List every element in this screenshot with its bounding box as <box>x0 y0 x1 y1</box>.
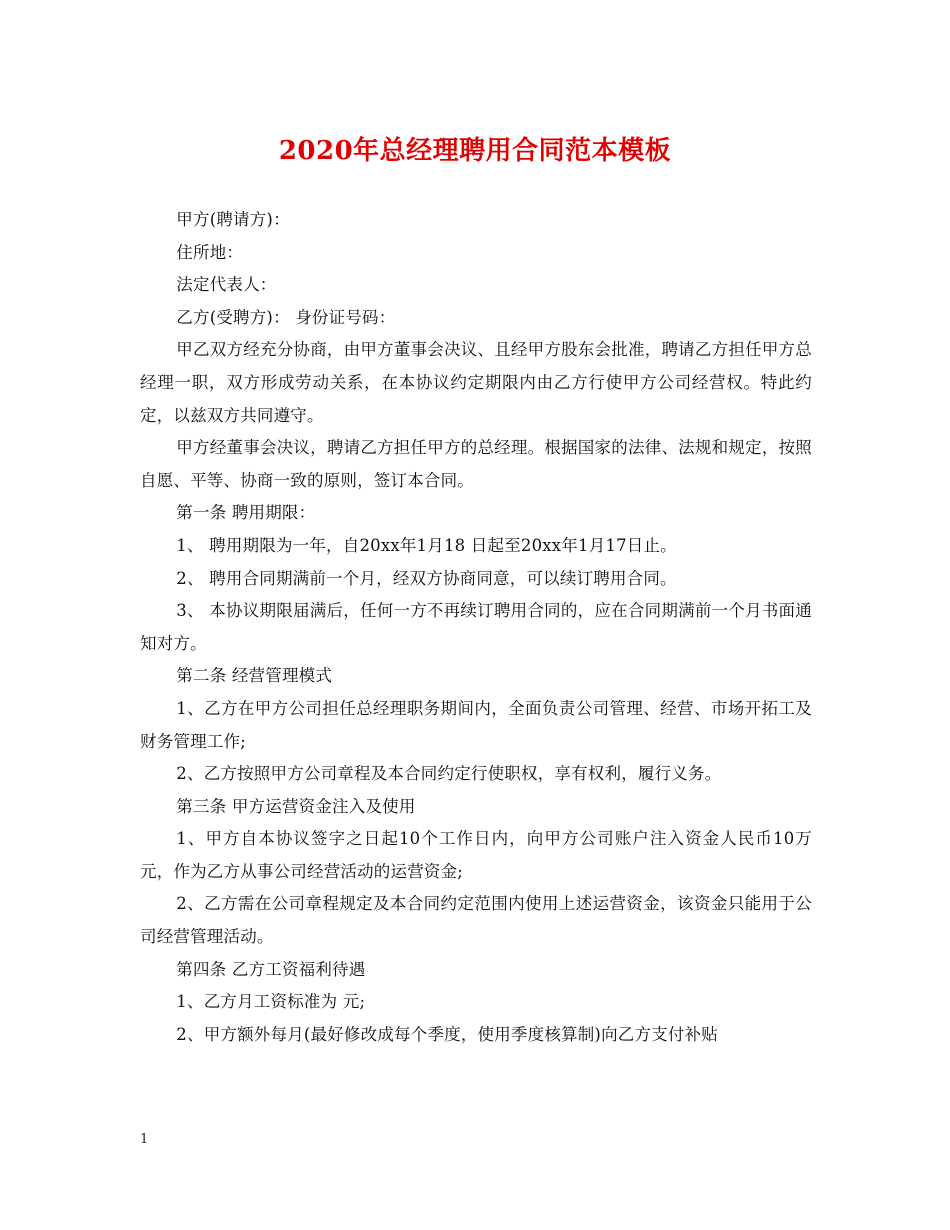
article-1-clause-2: 2、 聘用合同期满前一个月，经双方协商同意，可以续订聘用合同。 <box>176 568 677 588</box>
article-3-heading: 第三条 甲方运营资金注入及使用 <box>176 796 416 816</box>
party-b-line: 乙方(受聘方)： 身份证号码： <box>176 307 396 327</box>
legal-representative-line: 法定代表人： <box>176 275 277 295</box>
article-4-heading: 第四条 乙方工资福利待遇 <box>176 959 366 979</box>
page-number: 1 <box>140 1132 149 1147</box>
article-2-clause-2: 2、乙方按照甲方公司章程及本合同约定行使职权，享有权利，履行义务。 <box>176 764 722 784</box>
article-3-clause-2: 2、乙方需在公司章程规定及本合同约定范围内使用上述运营资金，该资金只能用于公司经营管理活动。 <box>140 894 812 947</box>
preamble-paragraph-1: 甲乙双方经充分协商，由甲方董事会决议、且经甲方股东会批准，聘请乙方担任甲方总经理一职，双方形成劳动关系，在本协议约定期限内由乙方行使甲方公司经营权。特此约定，以兹双方共同遵守。 <box>140 340 812 425</box>
article-3-clause-1: 1、甲方自本协议签字之日起10个工作日内，向甲方公司账户注入资金人民币10万元，作为乙方从事公司经营活动的运营资金; <box>140 829 812 881</box>
article-4-clause-2: 2、甲方额外每月(最好修改成每个季度，使用季度核算制)向乙方支付补贴 <box>176 1024 718 1044</box>
article-2-heading: 第二条 经营管理模式 <box>176 666 333 686</box>
article-1-clause-3: 3、 本协议期限届满后，任何一方不再续订聘用合同的，应在合同期满前一个月书面通知对方。 <box>140 601 812 653</box>
party-a-line: 甲方(聘请方)： <box>176 210 290 229</box>
article-1-clause-1: 1、 聘用期限为一年，自20xx年1月18 日起至20xx年1月17日止。 <box>176 535 677 555</box>
article-2-clause-1: 1、乙方在甲方公司担任总经理职务期间内，全面负责公司管理、经营、市场开拓工及财务管理工作; <box>140 698 812 751</box>
document-title: 2020年总经理聘用合同范本模板 <box>278 136 672 166</box>
address-line: 住所地： <box>176 242 244 262</box>
article-4-clause-1: 1、乙方月工资标准为 元; <box>176 992 366 1012</box>
preamble-paragraph-2: 甲方经董事会决议，聘请乙方担任甲方的总经理。根据国家的法律、法规和规定，按照自愿、平等、协商一致的原则，签订本合同。 <box>140 438 812 490</box>
document-body <box>140 204 812 1051</box>
article-1-heading: 第一条 聘用期限： <box>176 503 316 523</box>
